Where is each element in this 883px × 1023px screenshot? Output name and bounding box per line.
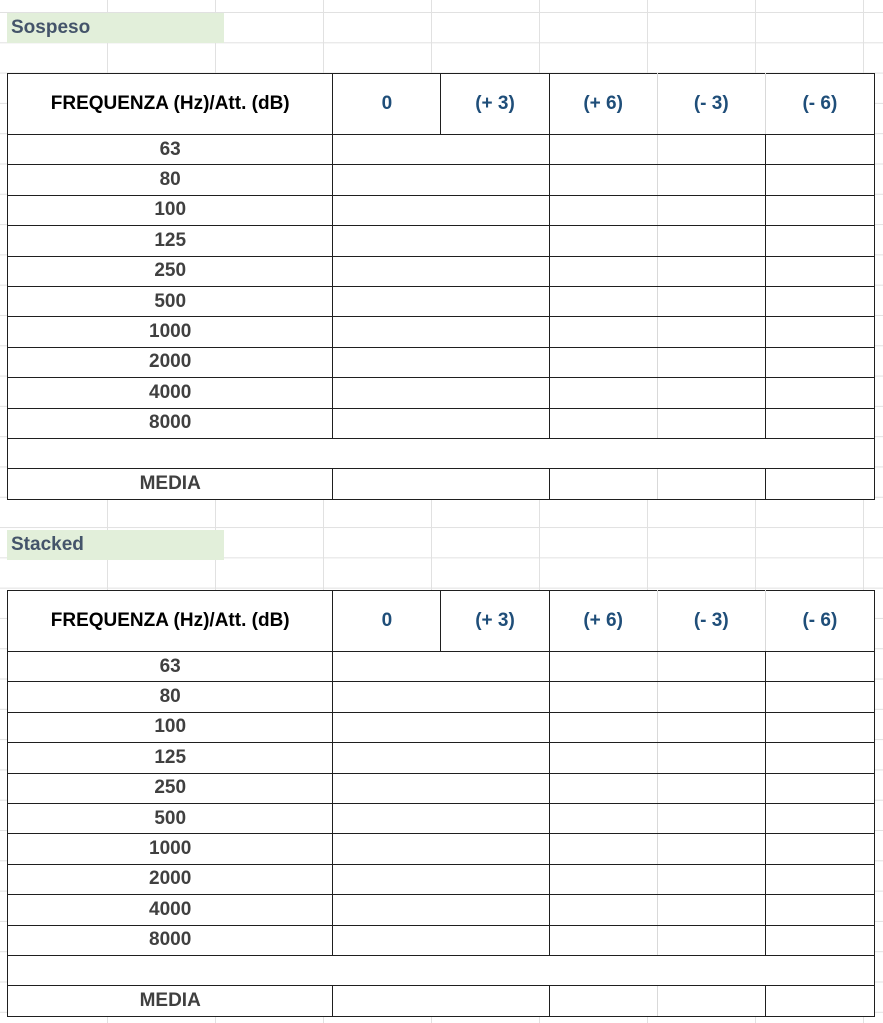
value-cell[interactable] [657,256,765,286]
value-cell[interactable] [657,195,765,225]
value-cell[interactable] [765,895,874,925]
value-cell[interactable] [333,226,549,256]
value-cell[interactable] [765,803,874,833]
table-row [8,864,875,894]
header-att-0[interactable]: 0 [333,74,441,135]
header-row [8,74,875,135]
value-cell[interactable] [549,743,657,773]
value-cell[interactable] [549,317,657,347]
table-row [8,195,875,225]
value-cell[interactable] [549,773,657,803]
header-row [8,591,875,652]
table-row [8,135,875,165]
value-cell[interactable] [657,712,765,742]
frequency-cell[interactable]: 500 [8,286,333,316]
blank-cell[interactable] [8,438,875,468]
value-cell[interactable] [765,195,874,225]
value-cell[interactable] [765,864,874,894]
header-att-plus6[interactable]: (+ 6) [549,591,657,652]
section-label-sospeso[interactable]: Sospeso [7,13,224,43]
value-cell[interactable] [657,469,765,499]
frequency-cell[interactable]: 63 [8,135,333,165]
header-att-plus3[interactable]: (+ 3) [441,591,549,652]
value-cell[interactable] [657,165,765,195]
header-att-plus3[interactable]: (+ 3) [441,74,549,135]
blank-cell[interactable] [8,955,875,985]
table-row [8,682,875,712]
value-cell[interactable] [549,469,657,499]
value-cell[interactable] [333,834,549,864]
value-cell[interactable] [549,226,657,256]
table-row [8,226,875,256]
value-cell[interactable] [549,712,657,742]
value-cell[interactable] [765,743,874,773]
table-row [8,256,875,286]
frequency-cell[interactable]: 1000 [8,317,333,347]
header-frequency-cell[interactable]: FREQUENZA (Hz)/Att. (dB) [8,74,333,135]
value-cell[interactable] [333,135,549,165]
table-row [8,165,875,195]
value-cell[interactable] [657,925,765,955]
header-att-minus6[interactable]: (- 6) [765,74,874,135]
value-cell[interactable] [657,864,765,894]
value-cell[interactable] [333,803,549,833]
table-stacked [7,590,875,1017]
value-cell[interactable] [765,165,874,195]
value-cell[interactable] [549,135,657,165]
table-sospeso [7,73,875,500]
value-cell[interactable] [765,469,874,499]
section-label-stacked[interactable]: Stacked [7,530,224,560]
frequency-cell[interactable]: 8000 [8,408,333,438]
value-cell[interactable] [765,712,874,742]
table-row [8,652,875,682]
blank-row [8,438,875,468]
value-cell[interactable] [657,135,765,165]
value-cell[interactable] [549,652,657,682]
frequency-cell[interactable]: 125 [8,743,333,773]
value-cell[interactable] [333,864,549,894]
value-cell[interactable] [549,165,657,195]
frequency-cell[interactable]: 100 [8,712,333,742]
frequency-cell[interactable]: 8000 [8,925,333,955]
value-cell[interactable] [333,652,549,682]
value-cell[interactable] [333,986,549,1016]
header-frequency-cell[interactable]: FREQUENZA (Hz)/Att. (dB) [8,591,333,652]
value-cell[interactable] [549,347,657,377]
value-cell[interactable] [333,925,549,955]
table-row [8,408,875,438]
value-cell[interactable] [765,135,874,165]
value-cell[interactable] [657,986,765,1016]
value-cell[interactable] [765,834,874,864]
value-cell[interactable] [333,317,549,347]
value-cell[interactable] [765,226,874,256]
frequency-cell[interactable]: 63 [8,652,333,682]
table-row [8,895,875,925]
header-att-minus3[interactable]: (- 3) [657,74,765,135]
table-row [8,317,875,347]
value-cell[interactable] [333,286,549,316]
table-row [8,347,875,377]
media-label-cell[interactable]: MEDIA [8,986,333,1016]
value-cell[interactable] [549,986,657,1016]
value-cell[interactable] [657,743,765,773]
value-cell[interactable] [333,682,549,712]
value-cell[interactable] [333,378,549,408]
value-cell[interactable] [549,925,657,955]
value-cell[interactable] [333,712,549,742]
frequency-cell[interactable]: 100 [8,195,333,225]
header-att-0[interactable]: 0 [333,591,441,652]
frequency-cell[interactable]: 2000 [8,864,333,894]
table-row [8,712,875,742]
value-cell[interactable] [549,256,657,286]
header-att-minus3[interactable]: (- 3) [657,591,765,652]
value-cell[interactable] [333,195,549,225]
table-row [8,834,875,864]
value-cell[interactable] [765,286,874,316]
value-cell[interactable] [765,408,874,438]
frequency-cell[interactable]: 80 [8,165,333,195]
value-cell[interactable] [657,226,765,256]
value-cell[interactable] [333,165,549,195]
frequency-cell[interactable]: 250 [8,773,333,803]
value-cell[interactable] [549,834,657,864]
value-cell[interactable] [333,408,549,438]
value-cell[interactable] [657,408,765,438]
table-row [8,925,875,955]
media-row [8,469,875,499]
value-cell[interactable] [333,347,549,377]
value-cell[interactable] [765,773,874,803]
table-row [8,378,875,408]
value-cell[interactable] [549,378,657,408]
frequency-cell[interactable]: 250 [8,256,333,286]
value-cell[interactable] [765,986,874,1016]
value-cell[interactable] [765,256,874,286]
value-cell[interactable] [549,286,657,316]
value-cell[interactable] [549,408,657,438]
header-att-minus6[interactable]: (- 6) [765,591,874,652]
value-cell[interactable] [549,803,657,833]
value-cell[interactable] [549,895,657,925]
value-cell[interactable] [765,317,874,347]
frequency-cell[interactable]: 2000 [8,347,333,377]
value-cell[interactable] [765,347,874,377]
value-cell[interactable] [333,469,549,499]
frequency-cell[interactable]: 125 [8,226,333,256]
table-row [8,803,875,833]
frequency-cell[interactable]: 4000 [8,895,333,925]
value-cell[interactable] [333,773,549,803]
table-row [8,286,875,316]
value-cell[interactable] [657,378,765,408]
value-cell[interactable] [657,803,765,833]
value-cell[interactable] [657,682,765,712]
value-cell[interactable] [765,378,874,408]
value-cell[interactable] [657,286,765,316]
blank-row [8,955,875,985]
value-cell[interactable] [333,743,549,773]
media-row [8,986,875,1016]
value-cell[interactable] [333,256,549,286]
value-cell[interactable] [549,682,657,712]
frequency-cell[interactable]: 500 [8,803,333,833]
value-cell[interactable] [657,652,765,682]
value-cell[interactable] [549,195,657,225]
value-cell[interactable] [765,682,874,712]
table-row [8,773,875,803]
frequency-cell[interactable]: 4000 [8,378,333,408]
value-cell[interactable] [657,834,765,864]
value-cell[interactable] [657,347,765,377]
value-cell[interactable] [765,925,874,955]
value-cell[interactable] [657,895,765,925]
value-cell[interactable] [549,864,657,894]
value-cell[interactable] [333,895,549,925]
value-cell[interactable] [765,652,874,682]
frequency-cell[interactable]: 80 [8,682,333,712]
table-row [8,743,875,773]
frequency-cell[interactable]: 1000 [8,834,333,864]
media-label-cell[interactable]: MEDIA [8,469,333,499]
header-att-plus6[interactable]: (+ 6) [549,74,657,135]
value-cell[interactable] [657,317,765,347]
value-cell[interactable] [657,773,765,803]
